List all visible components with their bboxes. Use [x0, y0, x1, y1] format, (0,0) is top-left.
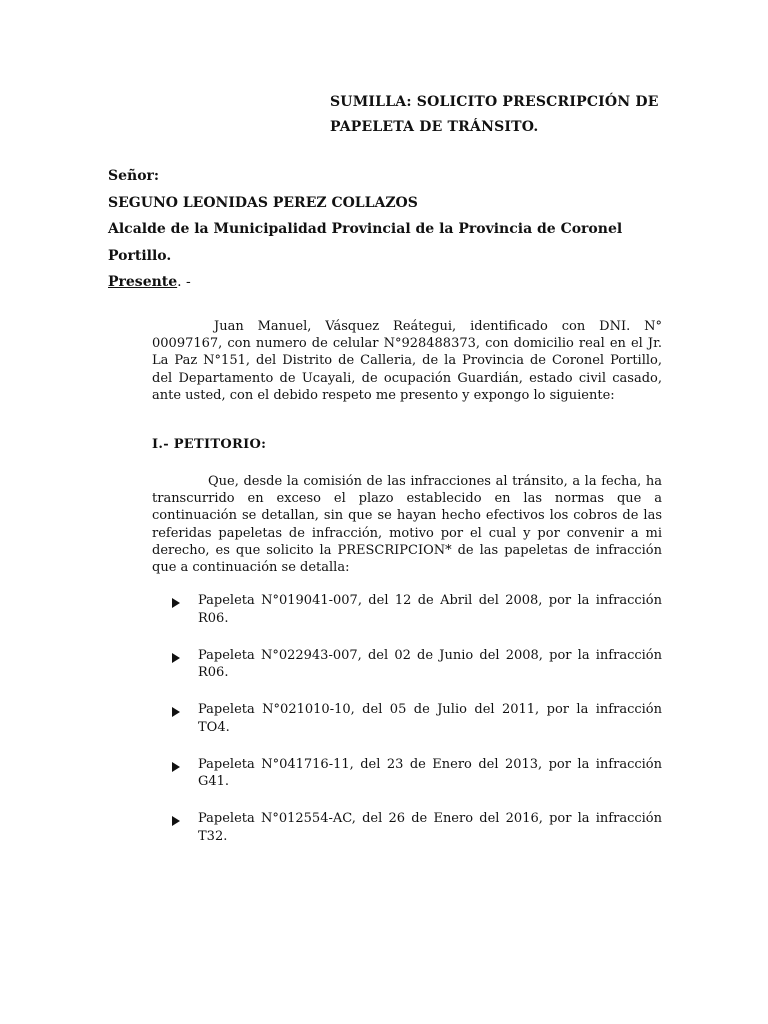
presente-suffix: . - [177, 274, 191, 290]
addressee-title-line-2: Portillo. [108, 247, 172, 264]
presente-row [108, 269, 661, 296]
list-item [172, 701, 662, 736]
papeleta-text: Papeleta N°021010-10, del 05 de Julio del 2011, por la infracción TO4. [198, 702, 662, 735]
arrow-bullet-icon [172, 707, 180, 717]
section-title-petitorio: I.- PETITORIO: [152, 437, 267, 452]
sumilla-line-2: PAPELETA DE TRÁNSITO. [330, 119, 539, 135]
papeletas-list [172, 592, 662, 865]
arrow-bullet-icon [172, 762, 180, 772]
addressee-block [108, 163, 661, 296]
greeting: Señor: [108, 168, 160, 184]
petitorio-paragraph: Que, desde la comisión de las infracciones al tránsito, a la fecha, ha transcurrido en exceso el plazo establecido en las normas que a continuación se detallan, sin que se hayan hecho efectivos los cobros de las referidas papeletas de infracción, motivo por el cual y por convenir a mi derecho, es que solicito la PRESCRIPCION* de las papeletas de infracción que a continuación se detalla: [152, 474, 662, 576]
presente-label: Presente [108, 274, 178, 290]
addressee-name: SEGUNO LEONIDAS PEREZ COLLAZOS [108, 194, 418, 211]
papeleta-text: Papeleta N°012554-AC, del 26 de Enero del 2016, por la infracción T32. [198, 811, 662, 844]
arrow-bullet-icon [172, 598, 180, 608]
list-item [172, 647, 662, 682]
papeleta-text: Papeleta N°041716-11, del 23 de Enero del 2013, por la infracción G41. [198, 756, 662, 789]
addressee-title-line-1: Alcalde de la Municipalidad Provincial de la Provincia de Coronel [108, 221, 623, 237]
papeleta-text: Papeleta N°022943-007, del 02 de Junio del 2008, por la infracción R06. [198, 647, 662, 680]
sumilla-line-1: SUMILLA: SOLICITO PRESCRIPCIÓN DE [330, 94, 659, 110]
sumilla-heading [330, 90, 662, 140]
list-item [172, 810, 662, 845]
arrow-bullet-icon [172, 653, 180, 663]
intro-paragraph: Juan Manuel, Vásquez Reátegui, identificado con DNI. N° 00097167, con numero de celular N°928488373, con domicilio real en el Jr. La Paz N°151, del Distrito de Calleria, de la Provincia de Coronel Portillo, del Departamento de Ucayali, de ocupación Guardián, estado civil casado, ante usted, con el debido respeto me presento y expongo lo siguiente: [152, 319, 662, 403]
papeleta-text: Papeleta N°019041-007, del 12 de Abril del 2008, por la infracción R06. [198, 593, 662, 626]
list-item [172, 756, 662, 791]
arrow-bullet-icon [172, 816, 180, 826]
list-item [172, 592, 662, 627]
